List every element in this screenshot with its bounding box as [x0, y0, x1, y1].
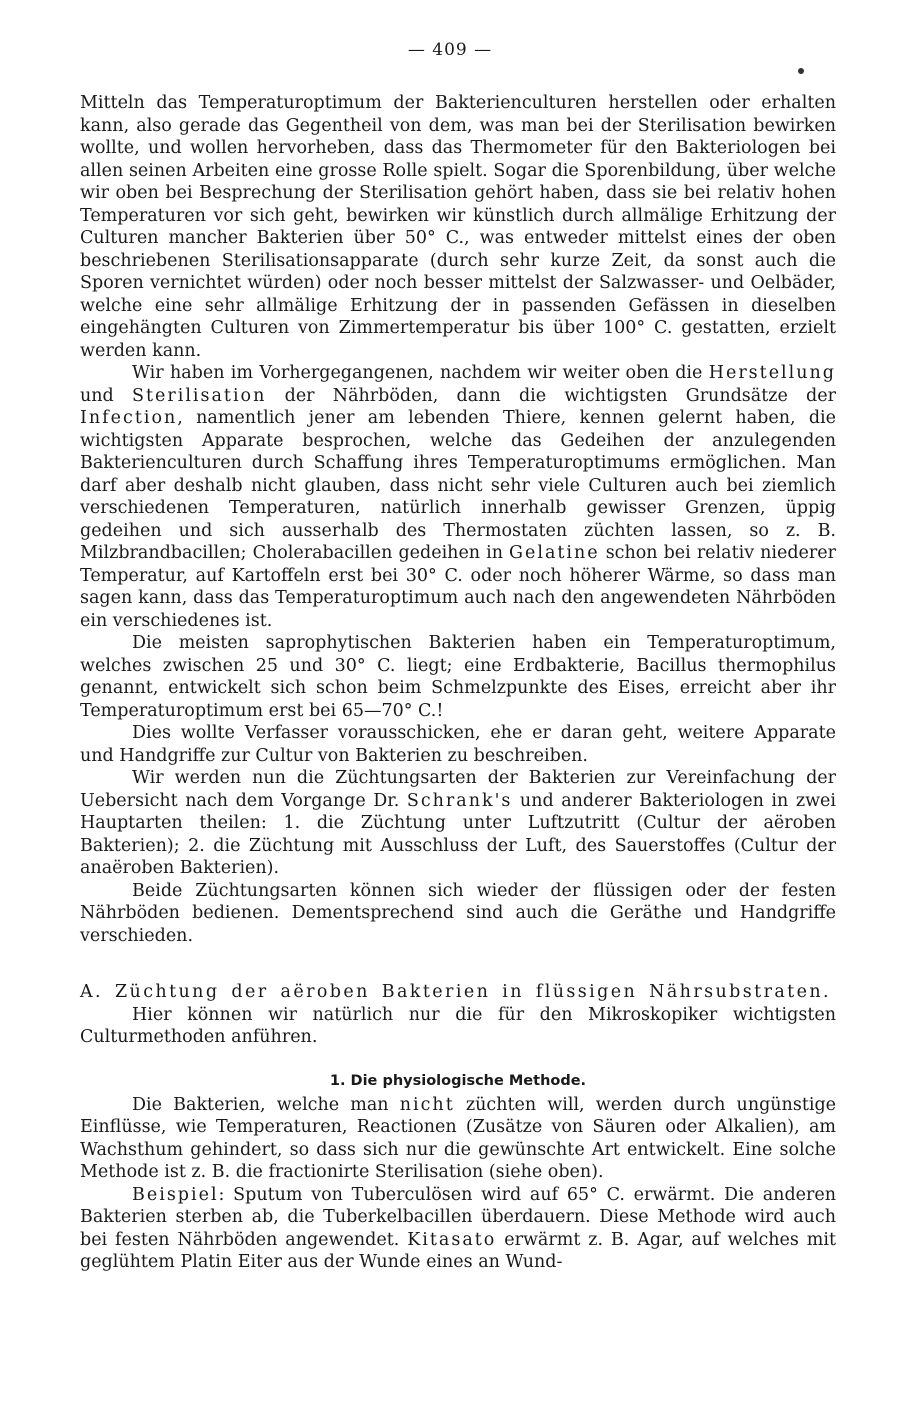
- text-run: Die Bakterien, welche man: [132, 1094, 400, 1115]
- section-heading-a: A. Züchtung der aëroben Bakterien in flüssigen Nährsubstraten.: [80, 982, 832, 1002]
- emphasis-schrank: Schrank's: [406, 790, 513, 811]
- emphasis-gelatine: Gelatine: [509, 543, 600, 563]
- emphasis-kitasato: Kitasato: [407, 1229, 497, 1250]
- text-run: , namentlich jener am lebenden Thiere, kennen gelernt haben, die wichtigsten Apparate besprochen, welche das Gedeihen der anzulegenden Bakterienculturen durch Schaffung ihres Temperaturoptimums ermöglichen. Man darf aber deshalb nicht glauben, dass nicht sehr viele Culturen auch bei ziemlich verschiedenen Temperaturen, natürlich innerhalb gewisser Grenzen, üppig gedeihen und sich ausserhalb des Thermostaten züchten lassen, so z. B. Milzbrandbacillen; Cholerabacillen gedeihen in: [80, 408, 836, 563]
- emphasis-herstellung: Herstellung: [708, 363, 836, 383]
- emphasis-infection: Infection: [80, 408, 178, 428]
- emphasis-beispiel: Beispiel: [132, 1184, 219, 1205]
- emphasis-nicht: nicht: [399, 1094, 455, 1115]
- text-run: Wir haben im Vorhergegangenen, nachdem wir weiter oben die: [132, 363, 709, 383]
- paragraph-7: Hier können wir natürlich nur die für den Mikroskopiker wichtigsten Culturmethoden anführen.: [80, 1004, 836, 1047]
- text-run: : Sputum von Tuberculösen wird auf 65° C. erwärmt. Die anderen Bakterien sterben ab, die Tuberkelbacillen überdauern. Diese Methode wird auch bei festen Nährböden angewendet.: [80, 1184, 836, 1250]
- text-run: erwärmt z. B. Agar, auf welches mit geglühtem Platin Eiter aus der Wunde eines an Wund-: [80, 1229, 836, 1272]
- emphasis-sterilisation: Sterilisation: [131, 385, 267, 406]
- text-run: züchten will, werden durch ungünstige Einflüsse, wie Temperaturen, Reactionen (Zusätze von Säuren oder Alkalien), am Wachsthum gehindert, so dass sich nur die gewünschte Art entwickelt. Eine solche Methode ist z. B. die fractionirte Sterilisation (siehe oben).: [80, 1094, 837, 1182]
- text-run: schon bei relativ niederer Temperatur, auf Kartoffeln erst bei 30° C. oder noch höherer Wärme, so dass man sagen kann, dass das Temperaturoptimum auch nach den angewendeten Nährböden ein verschiedenes ist.: [80, 543, 836, 631]
- paragraph-8: [80, 1094, 836, 1184]
- method-heading-1: 1. Die physiologische Methode.: [329, 1072, 587, 1089]
- paragraph-4: Dies wollte Verfasser vorausschicken, ehe er daran geht, weitere Apparate und Handgriffe zur Cultur von Bakterien zu beschreiben.: [80, 723, 836, 766]
- text-run: Wir werden nun die Züchtungsarten der Bakterien zur Vereinfachung der Uebersicht nach dem Vorgange Dr.: [80, 768, 836, 811]
- paragraph-5: [80, 767, 836, 880]
- paragraph-3: Die meisten saprophytischen Bakterien haben ein Temperaturoptimum, welches zwischen 25 und 30° C. liegt; eine Erdbakterie, Bacillus thermophilus genannt, entwickelt sich schon beim Schmelzpunkte des Eises, erreicht aber ihr Temperaturoptimum erst bei 65—70° C.!: [80, 633, 836, 721]
- paragraph-6: Beide Züchtungsarten können sich wieder der flüssigen oder der festen Nährböden bedienen. Dementsprechend sind auch die Geräthe und Handgriffe verschieden.: [80, 880, 836, 946]
- text-run: und anderer Bakteriologen in zwei Hauptarten theilen: 1. die Züchtung unter Luftzutritt (Cultur der aëroben Bakterien); 2. die Züchtung mit Ausschluss der Luft, des Sauerstoffes (Cultur der anaëroben Bakterien).: [80, 790, 836, 878]
- text-run: und: [80, 385, 132, 406]
- page-number: — 409 —: [407, 40, 493, 60]
- paragraph-1: Mitteln das Temperaturoptimum der Bakterienculturen herstellen oder erhalten kann, also gerade das Gegentheil von dem, was man bei der Sterilisation bewirken wollte, und wollen hervorheben, dass das Thermometer für den Bakteriologen bei allen seinen Arbeiten eine grosse Rolle spielt. Sogar die Sporenbildung, über welche wir oben bei Besprechung der Sterilisation gehört haben, dass sie bei relativ hohen Temperaturen vor sich geht, bewirken wir künstlich durch allmälige Erhitzung der Culturen mancher Bakterien über 50° C., was entweder mittelst eines der oben beschriebenen Sterilisationsapparate (durch sehr kurze Zeit, da sonst auch die Sporen vernichtet würden) oder noch besser mittelst der Salzwasser- und Oelbäder, welche eine sehr allmälige Erhitzung der in passenden Gefässen in dieselben eingehängten Culturen von Zimmertemperatur bis über 100° C. gestatten, erzielt werden kann.: [80, 93, 836, 361]
- paragraph-9: [80, 1184, 836, 1274]
- paragraph-2: [80, 362, 836, 632]
- text-run: der Nährböden, dann die wichtigsten Grundsätze der: [266, 385, 836, 406]
- ink-dot: [798, 68, 804, 74]
- page-body: [80, 92, 836, 1274]
